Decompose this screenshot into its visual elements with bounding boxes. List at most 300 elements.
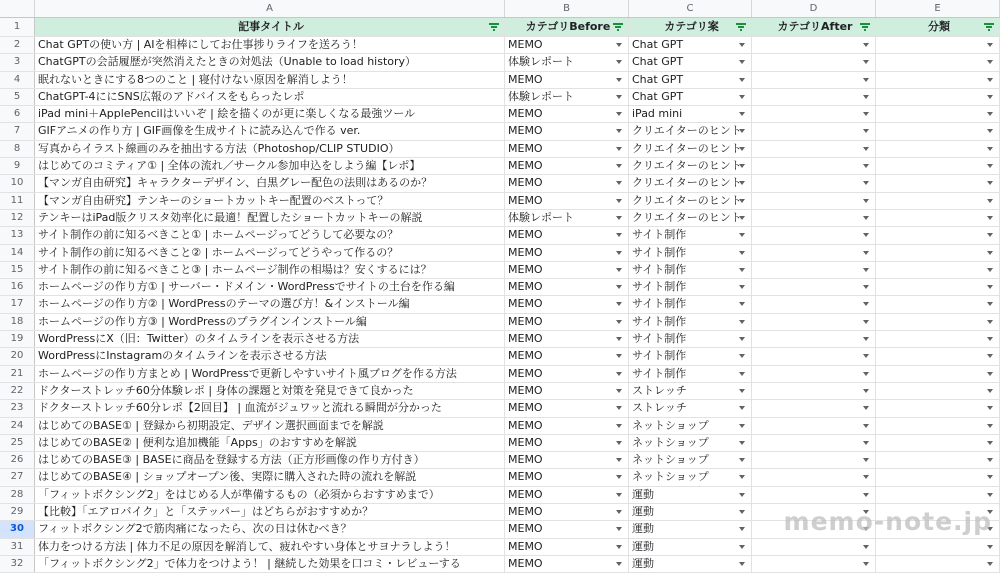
chevron-down-icon[interactable]	[739, 233, 745, 237]
chevron-down-icon[interactable]	[739, 285, 745, 289]
row-number[interactable]: 21	[0, 366, 35, 382]
chevron-down-icon[interactable]	[616, 545, 622, 549]
category-before-cell[interactable]	[505, 418, 629, 434]
chevron-down-icon[interactable]	[739, 199, 745, 203]
title-cell[interactable]: はじめてのBASE② | 便利な追加機能「Apps」のおすすめを解説	[35, 435, 505, 451]
chevron-down-icon[interactable]	[739, 251, 745, 255]
chevron-down-icon[interactable]	[863, 164, 869, 168]
category-before-cell[interactable]	[505, 158, 629, 174]
row-number[interactable]: 13	[0, 227, 35, 243]
chevron-down-icon[interactable]	[616, 527, 622, 531]
chevron-down-icon[interactable]	[987, 424, 993, 428]
chevron-down-icon[interactable]	[616, 562, 622, 566]
row-number[interactable]: 11	[0, 193, 35, 209]
category-after-cell[interactable]	[752, 435, 876, 451]
chevron-down-icon[interactable]	[863, 458, 869, 462]
category-after-cell[interactable]	[752, 400, 876, 416]
chevron-down-icon[interactable]	[863, 60, 869, 64]
category-after-cell[interactable]	[752, 158, 876, 174]
row-number[interactable]: 12	[0, 210, 35, 226]
row-number[interactable]: 22	[0, 383, 35, 399]
chevron-down-icon[interactable]	[863, 372, 869, 376]
category-before-cell[interactable]	[505, 383, 629, 399]
category-after-cell[interactable]	[752, 383, 876, 399]
category-before-cell[interactable]	[505, 141, 629, 157]
select-all-corner[interactable]	[0, 0, 35, 17]
title-cell[interactable]: ChatGPTの会話履歴が突然消えたときの対処法（Unable to load history）	[35, 54, 505, 70]
category-after-cell[interactable]	[752, 141, 876, 157]
category-before-cell[interactable]	[505, 452, 629, 468]
classification-cell[interactable]	[876, 296, 1000, 312]
title-cell[interactable]: はじめてのBASE④ | ショップオープン後、実際に購入された時の流れを解説	[35, 469, 505, 485]
chevron-down-icon[interactable]	[863, 320, 869, 324]
chevron-down-icon[interactable]	[987, 545, 993, 549]
chevron-down-icon[interactable]	[616, 337, 622, 341]
classification-cell[interactable]	[876, 314, 1000, 330]
chevron-down-icon[interactable]	[987, 441, 993, 445]
chevron-down-icon[interactable]	[987, 337, 993, 341]
chevron-down-icon[interactable]	[739, 216, 745, 220]
chevron-down-icon[interactable]	[987, 233, 993, 237]
category-before-cell[interactable]	[505, 89, 629, 105]
column-header-a[interactable]: A	[35, 0, 505, 17]
chevron-down-icon[interactable]	[739, 406, 745, 410]
classification-cell[interactable]	[876, 348, 1000, 364]
chevron-down-icon[interactable]	[739, 268, 745, 272]
filter-icon[interactable]	[736, 23, 746, 31]
chevron-down-icon[interactable]	[739, 164, 745, 168]
category-proposal-cell[interactable]	[629, 469, 752, 485]
row-number[interactable]: 10	[0, 175, 35, 191]
category-after-cell[interactable]	[752, 279, 876, 295]
category-after-cell[interactable]	[752, 227, 876, 243]
category-before-cell[interactable]	[505, 175, 629, 191]
category-proposal-cell[interactable]	[629, 158, 752, 174]
chevron-down-icon[interactable]	[616, 78, 622, 82]
category-before-cell[interactable]	[505, 123, 629, 139]
title-cell[interactable]: 眠れないときにする8つのこと | 寝付けない原因を解消しよう！	[35, 72, 505, 88]
title-cell[interactable]: サイト制作の前に知るべきこと③ | ホームページ制作の相場は？安くするには？	[35, 262, 505, 278]
chevron-down-icon[interactable]	[987, 285, 993, 289]
chevron-down-icon[interactable]	[616, 372, 622, 376]
category-proposal-cell[interactable]	[629, 54, 752, 70]
classification-cell[interactable]	[876, 262, 1000, 278]
chevron-down-icon[interactable]	[616, 510, 622, 514]
chevron-down-icon[interactable]	[616, 112, 622, 116]
title-cell[interactable]: iPad mini＋ApplePencilはいいぞ | 絵を描くのが更に楽しくなる最強ツール	[35, 106, 505, 122]
chevron-down-icon[interactable]	[739, 475, 745, 479]
chevron-down-icon[interactable]	[616, 354, 622, 358]
chevron-down-icon[interactable]	[987, 406, 993, 410]
filter-icon[interactable]	[489, 23, 499, 31]
chevron-down-icon[interactable]	[987, 493, 993, 497]
classification-cell[interactable]	[876, 106, 1000, 122]
category-before-cell[interactable]	[505, 296, 629, 312]
title-cell[interactable]: ChatGPT-4ににSNS広報のアドバイスをもらったレポ	[35, 89, 505, 105]
chevron-down-icon[interactable]	[987, 475, 993, 479]
category-proposal-cell[interactable]	[629, 262, 752, 278]
chevron-down-icon[interactable]	[616, 268, 622, 272]
title-cell[interactable]: ドクターストレッチ60分レポ【2回目】 | 血流がジュワッと流れる瞬間が分かった	[35, 400, 505, 416]
chevron-down-icon[interactable]	[739, 493, 745, 497]
chevron-down-icon[interactable]	[739, 337, 745, 341]
category-proposal-cell[interactable]	[629, 418, 752, 434]
chevron-down-icon[interactable]	[863, 181, 869, 185]
chevron-down-icon[interactable]	[863, 354, 869, 358]
category-after-cell[interactable]	[752, 54, 876, 70]
row-number[interactable]: 24	[0, 418, 35, 434]
chevron-down-icon[interactable]	[987, 181, 993, 185]
category-after-cell[interactable]	[752, 72, 876, 88]
category-after-cell[interactable]	[752, 556, 876, 572]
classification-cell[interactable]	[876, 418, 1000, 434]
chevron-down-icon[interactable]	[863, 389, 869, 393]
category-before-cell[interactable]	[505, 227, 629, 243]
chevron-down-icon[interactable]	[739, 181, 745, 185]
row-number[interactable]: 23	[0, 400, 35, 416]
chevron-down-icon[interactable]	[616, 441, 622, 445]
category-before-cell[interactable]	[505, 469, 629, 485]
chevron-down-icon[interactable]	[987, 251, 993, 255]
header-before-cell[interactable]	[505, 18, 629, 36]
classification-cell[interactable]	[876, 72, 1000, 88]
chevron-down-icon[interactable]	[863, 562, 869, 566]
category-before-cell[interactable]	[505, 106, 629, 122]
chevron-down-icon[interactable]	[739, 441, 745, 445]
category-before-cell[interactable]	[505, 521, 629, 537]
category-proposal-cell[interactable]	[629, 123, 752, 139]
title-cell[interactable]: ドクターストレッチ60分体験レポ | 身体の課題と対策を発見できて良かった	[35, 383, 505, 399]
row-number[interactable]: 32	[0, 556, 35, 572]
category-before-cell[interactable]	[505, 348, 629, 364]
classification-cell[interactable]	[876, 487, 1000, 503]
chevron-down-icon[interactable]	[863, 302, 869, 306]
chevron-down-icon[interactable]	[863, 95, 869, 99]
chevron-down-icon[interactable]	[616, 181, 622, 185]
category-after-cell[interactable]	[752, 487, 876, 503]
chevron-down-icon[interactable]	[987, 78, 993, 82]
classification-cell[interactable]	[876, 556, 1000, 572]
chevron-down-icon[interactable]	[987, 199, 993, 203]
category-after-cell[interactable]	[752, 106, 876, 122]
chevron-down-icon[interactable]	[616, 95, 622, 99]
category-after-cell[interactable]	[752, 348, 876, 364]
category-before-cell[interactable]	[505, 193, 629, 209]
row-number[interactable]: 25	[0, 435, 35, 451]
row-number[interactable]: 19	[0, 331, 35, 347]
chevron-down-icon[interactable]	[739, 78, 745, 82]
title-cell[interactable]: ホームページの作り方① | サーバー・ドメイン・WordPressでサイトの土台を作る編	[35, 279, 505, 295]
chevron-down-icon[interactable]	[739, 562, 745, 566]
category-before-cell[interactable]	[505, 314, 629, 330]
chevron-down-icon[interactable]	[616, 147, 622, 151]
category-proposal-cell[interactable]	[629, 539, 752, 555]
title-cell[interactable]: Chat GPTの使い方 | AIを相棒にしてお仕事捗りライフを送ろう！	[35, 37, 505, 53]
category-proposal-cell[interactable]	[629, 452, 752, 468]
chevron-down-icon[interactable]	[863, 199, 869, 203]
category-before-cell[interactable]	[505, 37, 629, 53]
row-number[interactable]: 17	[0, 296, 35, 312]
chevron-down-icon[interactable]	[863, 406, 869, 410]
category-proposal-cell[interactable]	[629, 37, 752, 53]
category-proposal-cell[interactable]	[629, 175, 752, 191]
category-after-cell[interactable]	[752, 366, 876, 382]
header-class-cell[interactable]	[876, 18, 1000, 36]
row-number[interactable]: 30	[0, 521, 35, 537]
chevron-down-icon[interactable]	[863, 441, 869, 445]
category-after-cell[interactable]	[752, 262, 876, 278]
chevron-down-icon[interactable]	[987, 354, 993, 358]
classification-cell[interactable]	[876, 245, 1000, 261]
chevron-down-icon[interactable]	[987, 43, 993, 47]
category-after-cell[interactable]	[752, 452, 876, 468]
chevron-down-icon[interactable]	[863, 216, 869, 220]
chevron-down-icon[interactable]	[739, 112, 745, 116]
category-before-cell[interactable]	[505, 245, 629, 261]
chevron-down-icon[interactable]	[739, 372, 745, 376]
chevron-down-icon[interactable]	[739, 302, 745, 306]
classification-cell[interactable]	[876, 37, 1000, 53]
chevron-down-icon[interactable]	[739, 527, 745, 531]
category-after-cell[interactable]	[752, 418, 876, 434]
classification-cell[interactable]	[876, 539, 1000, 555]
category-after-cell[interactable]	[752, 89, 876, 105]
chevron-down-icon[interactable]	[863, 493, 869, 497]
category-proposal-cell[interactable]	[629, 89, 752, 105]
category-proposal-cell[interactable]	[629, 521, 752, 537]
chevron-down-icon[interactable]	[863, 147, 869, 151]
category-before-cell[interactable]	[505, 72, 629, 88]
row-number[interactable]: 16	[0, 279, 35, 295]
title-cell[interactable]: GIFアニメの作り方 | GIF画像を生成サイトに読み込んで作る ver.	[35, 123, 505, 139]
category-proposal-cell[interactable]	[629, 331, 752, 347]
chevron-down-icon[interactable]	[739, 95, 745, 99]
title-cell[interactable]: 「フィットボクシング2」をはじめる人が準備するもの（必須からおすすめまで）	[35, 487, 505, 503]
filter-icon[interactable]	[860, 23, 870, 31]
classification-cell[interactable]	[876, 452, 1000, 468]
category-after-cell[interactable]	[752, 37, 876, 53]
category-proposal-cell[interactable]	[629, 141, 752, 157]
classification-cell[interactable]	[876, 210, 1000, 226]
title-cell[interactable]: サイト制作の前に知るべきこと① | ホームページってどうして必要なの？	[35, 227, 505, 243]
chevron-down-icon[interactable]	[863, 424, 869, 428]
chevron-down-icon[interactable]	[987, 320, 993, 324]
title-cell[interactable]: 【比較】「エアロバイク」と「ステッパー」はどちらがおすすめか？	[35, 504, 505, 520]
chevron-down-icon[interactable]	[863, 475, 869, 479]
category-proposal-cell[interactable]	[629, 72, 752, 88]
title-cell[interactable]: フィットボクシング2で筋肉痛になったら、次の日は休むべき？	[35, 521, 505, 537]
chevron-down-icon[interactable]	[987, 164, 993, 168]
row-number[interactable]: 14	[0, 245, 35, 261]
title-cell[interactable]: はじめてのコミティア① | 全体の流れ／サークル参加申込をしよう編【レポ】	[35, 158, 505, 174]
row-number[interactable]: 6	[0, 106, 35, 122]
classification-cell[interactable]	[876, 123, 1000, 139]
chevron-down-icon[interactable]	[863, 251, 869, 255]
chevron-down-icon[interactable]	[739, 147, 745, 151]
category-before-cell[interactable]	[505, 487, 629, 503]
chevron-down-icon[interactable]	[739, 424, 745, 428]
title-cell[interactable]: テンキーはiPad版クリスタ効率化に最適！配置したショートカットキーの解説	[35, 210, 505, 226]
chevron-down-icon[interactable]	[863, 78, 869, 82]
chevron-down-icon[interactable]	[987, 129, 993, 133]
category-after-cell[interactable]	[752, 296, 876, 312]
row-number[interactable]: 2	[0, 37, 35, 53]
classification-cell[interactable]	[876, 331, 1000, 347]
category-after-cell[interactable]	[752, 314, 876, 330]
category-before-cell[interactable]	[505, 366, 629, 382]
row-number[interactable]: 26	[0, 452, 35, 468]
category-after-cell[interactable]	[752, 331, 876, 347]
chevron-down-icon[interactable]	[616, 424, 622, 428]
category-proposal-cell[interactable]	[629, 400, 752, 416]
chevron-down-icon[interactable]	[739, 458, 745, 462]
chevron-down-icon[interactable]	[863, 545, 869, 549]
row-number[interactable]: 7	[0, 123, 35, 139]
category-after-cell[interactable]	[752, 123, 876, 139]
title-cell[interactable]: 写真からイラスト線画のみを抽出する方法（Photoshop/CLIP STUDIO）	[35, 141, 505, 157]
classification-cell[interactable]	[876, 158, 1000, 174]
category-before-cell[interactable]	[505, 262, 629, 278]
chevron-down-icon[interactable]	[739, 60, 745, 64]
header-title-cell[interactable]	[35, 18, 505, 36]
column-header-d[interactable]: D	[752, 0, 876, 17]
chevron-down-icon[interactable]	[616, 493, 622, 497]
chevron-down-icon[interactable]	[616, 475, 622, 479]
classification-cell[interactable]	[876, 54, 1000, 70]
row-number[interactable]: 28	[0, 487, 35, 503]
category-proposal-cell[interactable]	[629, 193, 752, 209]
category-proposal-cell[interactable]	[629, 314, 752, 330]
title-cell[interactable]: サイト制作の前に知るべきこと② | ホームページってどうやって作るの？	[35, 245, 505, 261]
title-cell[interactable]: WordPressにX（旧：Twitter）のタイムラインを表示させる方法	[35, 331, 505, 347]
classification-cell[interactable]	[876, 366, 1000, 382]
category-proposal-cell[interactable]	[629, 366, 752, 382]
category-after-cell[interactable]	[752, 245, 876, 261]
category-after-cell[interactable]	[752, 539, 876, 555]
classification-cell[interactable]	[876, 435, 1000, 451]
row-number[interactable]: 18	[0, 314, 35, 330]
row-number[interactable]: 31	[0, 539, 35, 555]
classification-cell[interactable]	[876, 193, 1000, 209]
chevron-down-icon[interactable]	[616, 216, 622, 220]
header-proposal-cell[interactable]	[629, 18, 752, 36]
category-proposal-cell[interactable]	[629, 279, 752, 295]
row-number[interactable]: 8	[0, 141, 35, 157]
chevron-down-icon[interactable]	[863, 129, 869, 133]
category-proposal-cell[interactable]	[629, 383, 752, 399]
category-proposal-cell[interactable]	[629, 106, 752, 122]
chevron-down-icon[interactable]	[987, 95, 993, 99]
filter-icon[interactable]	[984, 23, 994, 31]
column-header-c[interactable]: C	[629, 0, 752, 17]
title-cell[interactable]: 【マンガ自由研究】テンキーのショートカットキー配置のベストって？	[35, 193, 505, 209]
classification-cell[interactable]	[876, 227, 1000, 243]
classification-cell[interactable]	[876, 89, 1000, 105]
chevron-down-icon[interactable]	[616, 406, 622, 410]
row-number[interactable]: 1	[0, 18, 35, 36]
row-number[interactable]: 4	[0, 72, 35, 88]
chevron-down-icon[interactable]	[863, 337, 869, 341]
category-proposal-cell[interactable]	[629, 504, 752, 520]
header-after-cell[interactable]	[752, 18, 876, 36]
category-proposal-cell[interactable]	[629, 435, 752, 451]
row-number[interactable]: 29	[0, 504, 35, 520]
chevron-down-icon[interactable]	[739, 389, 745, 393]
filter-icon[interactable]	[613, 23, 623, 31]
row-number[interactable]: 9	[0, 158, 35, 174]
chevron-down-icon[interactable]	[987, 60, 993, 64]
category-proposal-cell[interactable]	[629, 210, 752, 226]
chevron-down-icon[interactable]	[863, 285, 869, 289]
category-before-cell[interactable]	[505, 210, 629, 226]
chevron-down-icon[interactable]	[616, 60, 622, 64]
category-before-cell[interactable]	[505, 556, 629, 572]
category-proposal-cell[interactable]	[629, 348, 752, 364]
chevron-down-icon[interactable]	[739, 354, 745, 358]
row-number[interactable]: 15	[0, 262, 35, 278]
title-cell[interactable]: 【マンガ自由研究】キャラクターデザイン、白黒グレー配色の法則はあるのか？	[35, 175, 505, 191]
row-number[interactable]: 27	[0, 469, 35, 485]
chevron-down-icon[interactable]	[987, 147, 993, 151]
chevron-down-icon[interactable]	[616, 43, 622, 47]
category-after-cell[interactable]	[752, 210, 876, 226]
chevron-down-icon[interactable]	[987, 302, 993, 306]
category-before-cell[interactable]	[505, 279, 629, 295]
classification-cell[interactable]	[876, 383, 1000, 399]
chevron-down-icon[interactable]	[739, 129, 745, 133]
chevron-down-icon[interactable]	[616, 233, 622, 237]
category-after-cell[interactable]	[752, 193, 876, 209]
chevron-down-icon[interactable]	[987, 372, 993, 376]
chevron-down-icon[interactable]	[616, 199, 622, 203]
category-before-cell[interactable]	[505, 54, 629, 70]
category-after-cell[interactable]	[752, 469, 876, 485]
category-proposal-cell[interactable]	[629, 296, 752, 312]
title-cell[interactable]: 「フィットボクシング2」で体力をつけよう！ | 継続した効果を口コミ・レビューする	[35, 556, 505, 572]
chevron-down-icon[interactable]	[987, 458, 993, 462]
chevron-down-icon[interactable]	[616, 458, 622, 462]
classification-cell[interactable]	[876, 400, 1000, 416]
chevron-down-icon[interactable]	[739, 43, 745, 47]
classification-cell[interactable]	[876, 279, 1000, 295]
chevron-down-icon[interactable]	[987, 216, 993, 220]
category-proposal-cell[interactable]	[629, 556, 752, 572]
title-cell[interactable]: 体力をつける方法 | 体力不足の原因を解消して、疲れやすい身体とサヨナラしよう！	[35, 539, 505, 555]
chevron-down-icon[interactable]	[616, 285, 622, 289]
row-number[interactable]: 20	[0, 348, 35, 364]
chevron-down-icon[interactable]	[863, 112, 869, 116]
chevron-down-icon[interactable]	[739, 510, 745, 514]
title-cell[interactable]: ホームページの作り方まとめ | WordPressで更新しやすいサイト風ブログを作る方法	[35, 366, 505, 382]
chevron-down-icon[interactable]	[616, 129, 622, 133]
category-before-cell[interactable]	[505, 504, 629, 520]
title-cell[interactable]: ホームページの作り方② | WordPressのテーマの選び方！&インストール編	[35, 296, 505, 312]
classification-cell[interactable]	[876, 141, 1000, 157]
chevron-down-icon[interactable]	[987, 112, 993, 116]
chevron-down-icon[interactable]	[616, 302, 622, 306]
category-proposal-cell[interactable]	[629, 487, 752, 503]
category-proposal-cell[interactable]	[629, 245, 752, 261]
row-number[interactable]: 5	[0, 89, 35, 105]
chevron-down-icon[interactable]	[739, 545, 745, 549]
chevron-down-icon[interactable]	[616, 164, 622, 168]
row-number[interactable]: 3	[0, 54, 35, 70]
title-cell[interactable]: はじめてのBASE③ | BASEに商品を登録する方法（正方形画像の作り方付き）	[35, 452, 505, 468]
title-cell[interactable]: WordPressにInstagramのタイムラインを表示させる方法	[35, 348, 505, 364]
category-before-cell[interactable]	[505, 331, 629, 347]
category-before-cell[interactable]	[505, 539, 629, 555]
chevron-down-icon[interactable]	[616, 251, 622, 255]
